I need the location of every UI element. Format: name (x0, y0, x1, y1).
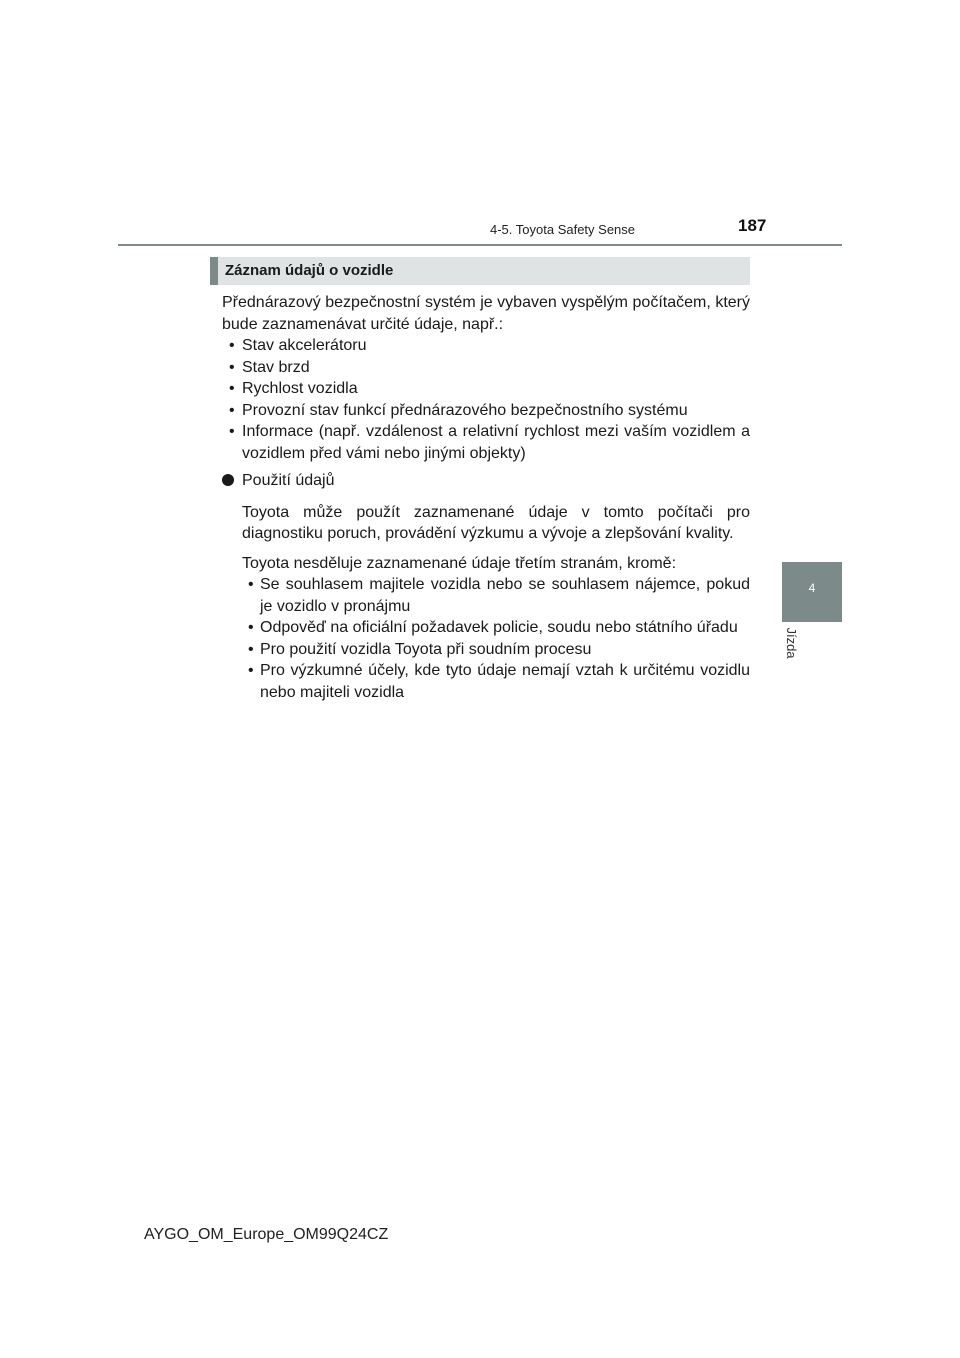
filled-circle-icon (222, 474, 234, 486)
page-number: 187 (738, 216, 767, 235)
data-use-heading-text: Použití údajů (242, 472, 335, 489)
disclosure-paragraph: Toyota nesděluje zaznamenané údaje třetím stranám, kromě: (242, 554, 677, 572)
document-code: AYGO_OM_Europe_OM99Q24CZ (144, 1226, 389, 1243)
header-divider (118, 244, 842, 246)
list-item: • Se souhlasem majitele vozidla nebo se souhlasem nájemce, pokud je vozidlo v pronájmu (242, 574, 750, 617)
data-use-subheading (222, 470, 750, 492)
running-header-section: 4-5. Toyota Safety Sense (490, 222, 636, 237)
recorded-items-list (222, 335, 750, 464)
list-item: • Rychlost vozidla (222, 378, 750, 400)
intro-paragraph: Přednárazový bezpečnostní systém je vybaven vyspělým počítačem, který bude zaznamenávat určité údaje, např.: (222, 294, 750, 333)
chapter-number: 4 (808, 581, 816, 595)
list-item: • Provozní stav funkcí přednárazového bezpečnostního systému (222, 400, 750, 422)
list-item: • Informace (např. vzdálenost a relativní rychlost mezi vaším vozidlem a vozidlem před vámi nebo jinými objekty) (222, 421, 750, 464)
data-use-paragraph: Toyota může použít zaznamenané údaje v tomto počítači pro diagnostiku poruch, provádění výzkumu a vývoje a zlepšování kvality. (242, 503, 750, 542)
data-use-section (222, 502, 750, 704)
list-item: • Pro použití vozidla Toyota při soudním procesu (242, 639, 750, 661)
list-item: • Stav akcelerátoru (222, 335, 750, 357)
chapter-label: Jízda (784, 627, 800, 659)
list-item: • Stav brzd (222, 357, 750, 379)
exceptions-list (242, 574, 750, 703)
chapter-tab (782, 562, 842, 622)
page-body (222, 292, 750, 703)
section-heading: Záznam údajů o vozidle (210, 257, 750, 285)
list-item: • Odpověď na oficiální požadavek policie, soudu nebo státního úřadu (242, 617, 750, 639)
list-item: • Pro výzkumné účely, kde tyto údaje nemají vztah k určitému vozidlu nebo majiteli vozidla (242, 660, 750, 703)
